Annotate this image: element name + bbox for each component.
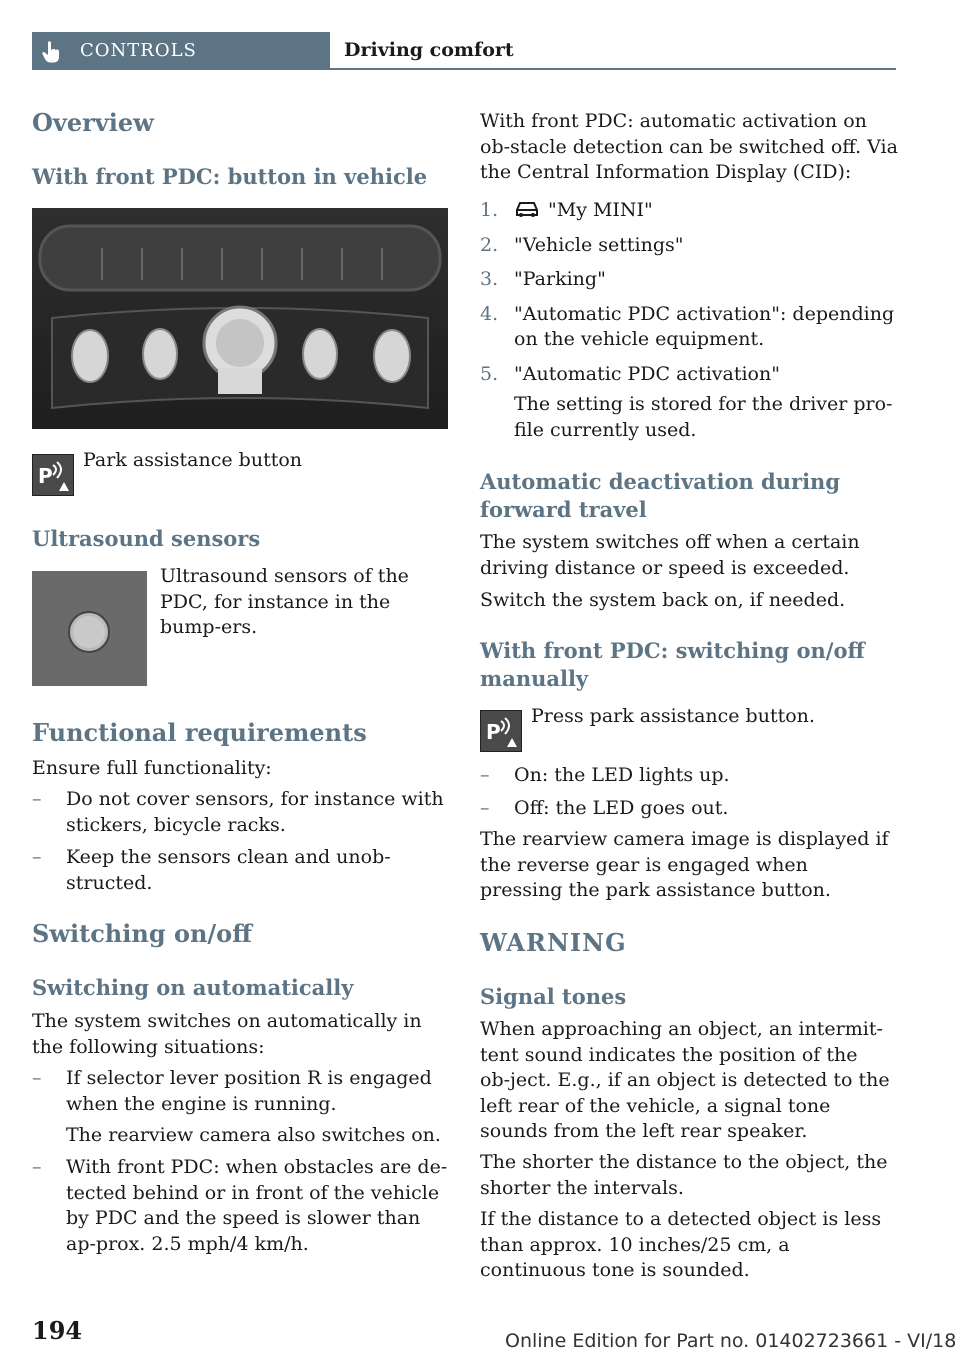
auto-on-note: The rearview camera also switches on.	[66, 1124, 441, 1146]
park-assist-icon	[32, 454, 74, 496]
list-item: – If selector lever position R is engaged when the engine is running.	[32, 1066, 448, 1117]
list-item: – With front PDC: when obstacles are de-tected behind or in front of the vehicle by PDC and the speed is slower than ap-prox. 2.5 mph/4 km/h.	[32, 1155, 448, 1257]
auto-deactivation-text1: The system switches off when a certain driving distance or speed is exceeded.	[480, 531, 860, 579]
manual-text: The rearview camera image is displayed if the reverse gear is engaged when pressing the park assistance button.	[480, 828, 889, 901]
auto-deactivation-heading: Automatic deactivation during forward travel	[480, 469, 841, 522]
cid-intro: With front PDC: automatic activation on ob-stacle detection can be switched off. Via the Central Information Display (CID):	[480, 110, 898, 183]
signal-tones-heading: Signal tones	[480, 984, 627, 1009]
page-number: 194	[32, 1316, 83, 1345]
list-item	[480, 233, 896, 259]
signal-text1: When approaching an object, an intermit-tent sound indicates the position of the ob-ject. E.g., if an object is detected to the left rear of the vehicle, a signal tone sounds from the left rear speaker.	[480, 1018, 890, 1142]
car-icon	[514, 200, 540, 218]
step-text: "Vehicle settings"	[514, 233, 684, 256]
signal-text3: If the distance to a detected object is less than approx. 10 inches/25 cm, a continuous tone is sounded.	[480, 1208, 882, 1281]
auto-on-intro: The system switches on automatically in the following situations:	[32, 1010, 422, 1058]
switching-heading: Switching on/off	[32, 919, 252, 948]
step-text: "Automatic PDC activation"	[514, 362, 780, 385]
step5-note: The setting is stored for the driver pro-file currently used.	[514, 393, 893, 441]
auto-on-list-2	[32, 1155, 448, 1257]
auto-deactivation-text2: Switch the system back on, if needed.	[480, 589, 846, 611]
svg-text:P: P	[38, 464, 53, 488]
list-item	[480, 198, 896, 224]
front-pdc-heading: With front PDC: button in vehicle	[32, 164, 428, 189]
park-assist-icon	[480, 710, 522, 752]
dashboard-buttons-photo	[32, 208, 448, 429]
list-item	[480, 302, 896, 353]
header-title-bar	[330, 32, 896, 70]
hand-pointer-icon	[40, 40, 62, 64]
step-text: "My MINI"	[548, 199, 653, 221]
functional-list	[32, 787, 448, 896]
warning-heading: WARNING	[480, 928, 627, 957]
list-item: – Keep the sensors clean and unob-structed.	[32, 845, 448, 896]
step-number: 1.	[480, 199, 499, 221]
section-label: CONTROLS	[80, 40, 197, 61]
step-number: 4.	[480, 302, 499, 325]
list-item: – Off: the LED goes out.	[480, 796, 896, 822]
cid-steps	[480, 198, 896, 387]
signal-text2: The shorter the distance to the object, the shorter the intervals.	[480, 1151, 888, 1199]
list-item	[480, 267, 896, 293]
section-tab	[32, 32, 330, 70]
functional-intro: Ensure full functionality:	[32, 757, 272, 779]
list-item	[480, 362, 896, 388]
dashboard-illustration	[32, 208, 448, 429]
step-number: 5.	[480, 362, 499, 385]
auto-on-heading: Switching on automatically	[32, 975, 354, 1000]
ultrasound-text: Ultrasound sensors of the PDC, for instance in the bump-ers.	[160, 565, 409, 638]
ultrasound-sensor-photo	[32, 571, 147, 686]
auto-on-list	[32, 1066, 448, 1117]
step-text: "Parking"	[514, 268, 606, 290]
overview-heading: Overview	[32, 108, 154, 137]
edition-note: Online Edition for Part no. 01402723661 - VI/18	[505, 1330, 957, 1352]
list-item: – On: the LED lights up.	[480, 763, 896, 789]
step-number: 3.	[480, 268, 499, 290]
step-text: "Automatic PDC activation": depending on the vehicle equipment.	[514, 302, 895, 350]
functional-heading: Functional requirements	[32, 718, 367, 747]
page-header	[32, 32, 896, 70]
header-title: Driving comfort	[344, 39, 514, 61]
manual-list	[480, 763, 896, 821]
step-number: 2.	[480, 233, 499, 256]
ultrasound-heading: Ultrasound sensors	[32, 526, 261, 551]
svg-text:P: P	[486, 720, 501, 744]
list-item: – Do not cover sensors, for instance with stickers, bicycle racks.	[32, 787, 448, 838]
manual-heading: With front PDC: switching on/off manually	[480, 638, 865, 691]
park-button-caption: Park assistance button	[83, 449, 303, 471]
manual-caption: Press park assistance button.	[531, 705, 815, 727]
